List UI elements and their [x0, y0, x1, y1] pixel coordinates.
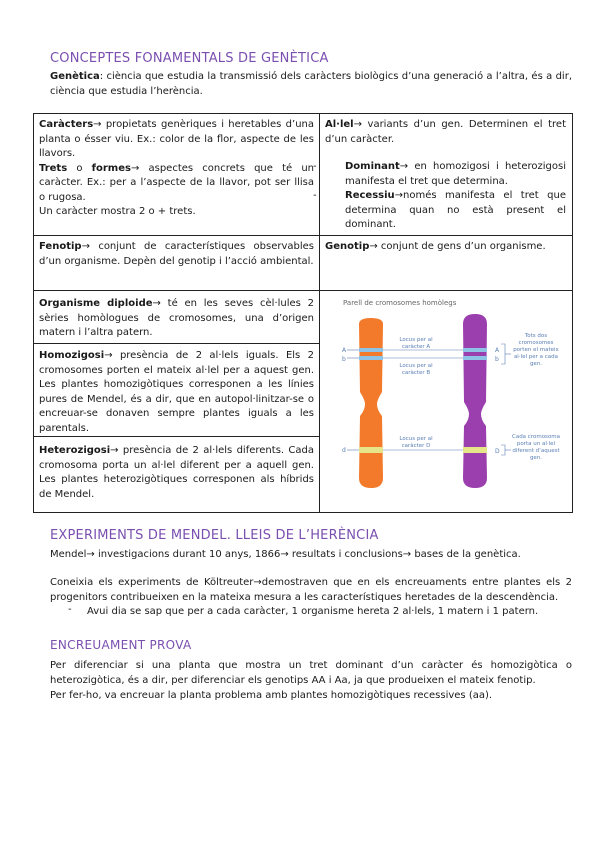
- locus-d-line2: caràcter D: [401, 443, 431, 449]
- homozigosi-text: → presència de 2 al·lels iguals. Els 2 cromosomes porten el mateix al·lel per a aquest gen. Les plantes homozigòtiques corresponen a les línies pures de Mendel, és a dir, que en autopol·linitzar-se o encreuar-se donaven sempre plantes iguals a les parentals.: [39, 350, 314, 434]
- orange-band-b: [359, 356, 383, 360]
- table-divider: [34, 290, 572, 291]
- allel-text: → variants d’un gen. Determinen el tret d’un caràcter.: [325, 119, 566, 145]
- mendel-line: Mendel→ investigacions durant 10 anys, 1866→ resultats i conclusions→ bases de la genètica.: [50, 549, 521, 560]
- koltreuter-paragraph: Coneixia els experiments de Költreuter→demostraven que en els encreuaments entre plantes els 2 progenitors contribueixen en la mateixa mesura a les característiques heretades de la descendència.: [50, 577, 572, 603]
- label-A-left: A: [342, 347, 347, 354]
- fenotip-text: → conjunt de característiques observables d’un organisme. Depèn del genotip i l’acció ambiental.: [39, 241, 314, 267]
- formes-term: formes: [91, 162, 131, 174]
- note-homozygous-line: gen.: [529, 361, 543, 367]
- purple-chromosome-body: [463, 314, 487, 488]
- genotip-term: Genotip: [325, 241, 370, 252]
- genetica-text: : ciència que estudia la transmissió dels caràcters biològics d’una generació a l’altra, és a dir, ciència que estudia l’herència.: [50, 71, 572, 97]
- genetica-definition: [50, 69, 572, 99]
- label-A-right: A: [495, 347, 500, 354]
- trets-definition: [39, 162, 314, 206]
- diploide-term: Organisme diploide: [39, 298, 153, 309]
- recessiu-term: Recessiu: [345, 190, 395, 201]
- label-D-right: D: [495, 448, 500, 455]
- note-heterozygous-line: Cada cromosoma: [511, 434, 561, 440]
- note-heterozygous-line: porta un al·lel: [516, 441, 556, 447]
- trets-o: o: [67, 162, 92, 174]
- table-divider: [34, 436, 319, 437]
- note-homozygous: [513, 333, 559, 367]
- purple-band-d: [463, 447, 487, 453]
- locus-a-line1: Locus per al: [399, 337, 433, 343]
- note-heterozygous: [512, 434, 560, 461]
- bullet-dash: -: [68, 604, 72, 615]
- recessiu-text: →només manifesta el tret que determina quan no està present el dominant.: [345, 190, 566, 230]
- cell-genotip: [325, 240, 566, 255]
- note-homozygous-line: cromosomes: [518, 340, 554, 346]
- section-title-encreuament: ENCREUAMENT PROVA: [50, 638, 192, 652]
- note-heterozygous-line: diferent d’aquest: [512, 448, 560, 454]
- section-title-experiments: EXPERIMENTS DE MENDEL. LLEIS DE L’HERÈNCIA: [50, 528, 379, 543]
- cell-caracters: [39, 118, 314, 220]
- trets-extra: Un caràcter mostra 2 o + trets.: [39, 206, 196, 217]
- dominant-term: Dominant: [345, 161, 400, 172]
- homozigosi-term: Homozigosi: [39, 350, 105, 361]
- genotip-text: → conjunt de gens d’un organisme.: [369, 241, 546, 252]
- bullet-allels: Avui dia se sap que per a cada caràcter, 1 organisme hereta 2 al·lels, 1 matern i 1 patern.: [87, 606, 539, 617]
- trets-term: Trets: [39, 162, 68, 174]
- label-b-right: b: [495, 356, 499, 363]
- diploide-text: → té en les seves cèl·lules 2 sèries homòlogues de cromosomes, una d’origen matern i l’altra patern.: [39, 298, 314, 338]
- locus-a-line2: caràcter A: [401, 344, 431, 350]
- label-d-left: d: [342, 447, 346, 454]
- table-divider: [319, 114, 320, 512]
- locus-d-line1: Locus per al: [399, 436, 433, 442]
- cell-homozigosi: [39, 349, 314, 436]
- encreuament-paragraph: Per diferenciar si una planta que mostra un tret dominant d’un caràcter és homozigòtica o heterozigòtica, és a dir, per diferenciar els genotips AA i Aa, ja que produeixen el mateix fenotip.: [50, 660, 572, 686]
- chromosome-figure: [321, 292, 571, 510]
- trets-text: → aspectes concrets que té un caràcter. Ex.: per a l’aspecte de la llavor, pot ser llisa o rugosa.: [39, 162, 315, 203]
- orange-chromosome-body: [359, 318, 383, 488]
- section-title-conceptes: CONCEPTES FONAMENTALS DE GENÈTICA: [50, 51, 329, 66]
- fenotip-term: Fenotip: [39, 241, 82, 252]
- note-homozygous-line: porten el mateix: [513, 347, 559, 353]
- locus-b-line1: Locus per al: [399, 363, 433, 369]
- table-divider: [34, 235, 572, 236]
- note-homozygous-line: al·lel per a cada: [513, 354, 559, 360]
- caracters-definition: [39, 118, 314, 162]
- cell-heterozigosi: [39, 444, 314, 502]
- caracters-text: → propietats genèriques i heretables d’una planta o ésser viu. Ex.: color de la flor, aspecte de les llavors.: [39, 119, 314, 159]
- concepts-table: [33, 113, 573, 513]
- cell-diploide: [39, 297, 314, 341]
- figure-title: Parell de cromosomes homòlegs: [343, 299, 457, 307]
- cell-fenotip: [39, 240, 314, 269]
- note-homozygous-line: Tots dos: [524, 333, 548, 339]
- orange-chromosome: [359, 318, 383, 488]
- purple-chromosome: [463, 314, 487, 488]
- heterozigosi-term: Heterozigosi: [39, 445, 111, 456]
- orange-band-d: [359, 447, 383, 453]
- bracket: [501, 344, 505, 364]
- genetica-term: Genètica: [50, 71, 100, 82]
- purple-band-b: [463, 356, 487, 360]
- caracters-term: Caràcters: [39, 119, 94, 130]
- encreuament-line2: Per fer-ho, va encreuar la planta problema amb plantes homozigòtiques recessives (aa).: [50, 690, 493, 701]
- cell-allel: [313, 118, 566, 233]
- heterozigosi-text: → presència de 2 al·lels diferents. Cada cromosoma porta un al·lel diferent per a aquell gen. Les plantes heterozigòtiques corresponen als híbrids de Mendel.: [39, 445, 314, 500]
- note-heterozygous-line: gen.: [529, 455, 543, 461]
- table-divider: [34, 343, 319, 344]
- recessiu-item: - Recessiu→només manifesta el tret que determina quan no està present el dominant.: [313, 190, 566, 230]
- dominant-text: → en homozigosi i heterozigosi manifesta el tret que determina.: [345, 161, 566, 187]
- allel-term: Al·lel: [325, 119, 354, 130]
- locus-b-line2: caràcter B: [401, 370, 431, 376]
- dominant-item: - Dominant→ en homozigosi i heterozigosi manifesta el tret que determina.: [313, 161, 566, 187]
- orange-band-a: [359, 348, 383, 352]
- label-b-left: b: [342, 356, 346, 363]
- bracket: [501, 445, 505, 455]
- allel-definition: [325, 118, 566, 147]
- purple-band-a: [463, 348, 487, 352]
